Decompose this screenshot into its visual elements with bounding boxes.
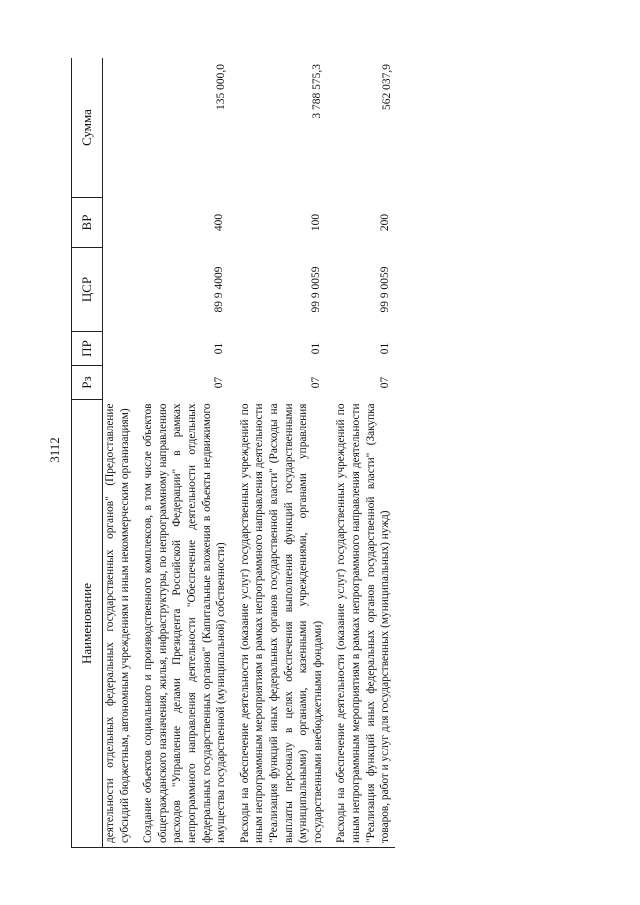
- row-pr: [103, 332, 133, 366]
- row-name: Создание объектов социального и производственного комплексов, в том числе объектов общегражданского назначения, жилья, инфраструктуры, по непрограммному направлению расходов "Управление делами Президента Российской Федерации" в рамках непрограммного направления деятельности "Обеспечение деятельности отдельных федеральных государственных органов" (Капитальные вложения в объекты недвижимого имущества государственной (муниципальной) собственности): [132, 400, 229, 848]
- row-sum: [103, 58, 133, 198]
- rotated-table-container: [71, 58, 601, 848]
- row-rz: 07: [379, 376, 392, 389]
- header-csr: ЦСР: [72, 248, 103, 332]
- row-sum: 562 037,9: [325, 58, 394, 198]
- row-csr: 99 9 0059: [309, 266, 322, 313]
- row-rz: 07: [213, 376, 226, 389]
- header-name: Наименование: [72, 400, 103, 848]
- row-vr: 400: [213, 213, 226, 232]
- row-rz: 07: [309, 376, 322, 389]
- table-row: [325, 58, 394, 848]
- row-csr: 99 9 0059: [379, 266, 392, 313]
- row-pr: 01: [309, 342, 322, 355]
- table-row: [229, 58, 326, 848]
- table-row: [103, 58, 133, 848]
- row-vr: 200: [379, 213, 392, 232]
- row-pr: 01: [213, 342, 226, 355]
- header-pr: ПР: [72, 332, 103, 366]
- row-pr: 01: [379, 342, 392, 355]
- row-name: деятельности отдельных федеральных государственных органов" (Предоставление субсидий бюджетным, автономным учреждениям и иным некоммерческим организациям): [103, 400, 133, 848]
- row-csr: [103, 248, 133, 332]
- table-row: [132, 58, 229, 848]
- row-csr: 89 9 4009: [213, 266, 226, 313]
- row-sum: 135 000,0: [132, 58, 229, 198]
- table-header-row: [72, 58, 103, 848]
- row-vr: [103, 198, 133, 248]
- row-name: Расходы на обеспечение деятельности (оказание услуг) государственных учреждений по иным непрограммным мероприятиям в рамках непрограммного направления деятельности "Реализация функций иных федеральных органов государственной власти" (Расходы на выплаты персоналу в целях обеспечения выполнения функций государственными (муниципальными) органами, казенными учреждениями, органами управления государственными внебюджетными фондами): [229, 400, 326, 848]
- row-sum: 3 788 575,3: [229, 58, 326, 198]
- row-vr: 100: [309, 213, 322, 232]
- header-vr: ВР: [72, 198, 103, 248]
- page-number: 3112: [47, 437, 62, 463]
- budget-table: [71, 58, 395, 848]
- header-sum: Сумма: [72, 58, 103, 198]
- row-rz: [103, 366, 133, 400]
- row-name: Расходы на обеспечение деятельности (оказание услуг) государственных учреждений по иным непрограммным мероприятиям в рамках непрограммного направления деятельности "Реализация функций иных федеральных органов государственной власти" (Закупка товаров, работ и услуг для государственных (муниципальных) нужд): [325, 400, 394, 848]
- page-content: [71, 58, 601, 848]
- header-rz: Рз: [72, 366, 103, 400]
